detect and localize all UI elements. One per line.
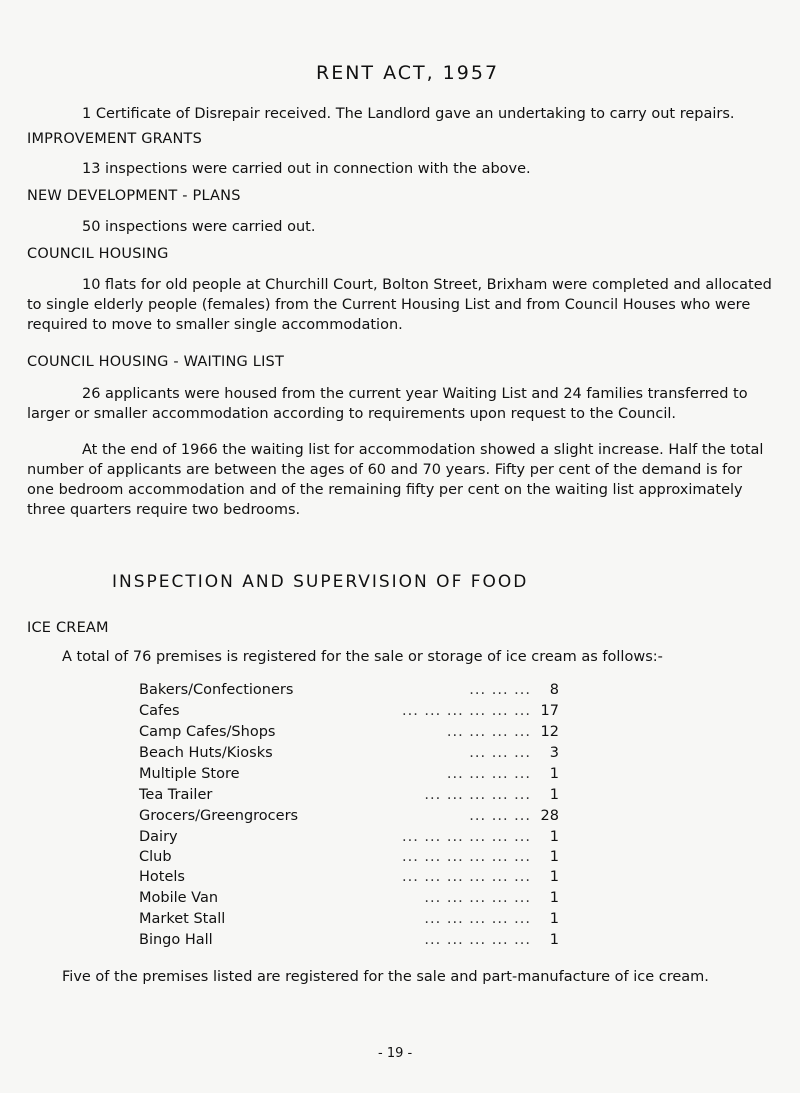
list-item bbox=[139, 911, 559, 931]
leader-dots: ... ... ... ... ... bbox=[424, 890, 531, 906]
leader-dots: ... ... ... bbox=[469, 808, 531, 824]
list-item bbox=[139, 932, 559, 952]
premises-count: 28 bbox=[540, 808, 559, 824]
premises-label: Bingo Hall bbox=[139, 932, 213, 948]
leader-dots: ... ... ... ... ... bbox=[424, 911, 531, 927]
ice-cream-heading: ICE CREAM bbox=[27, 620, 109, 636]
list-item bbox=[139, 766, 559, 786]
premises-label: Hotels bbox=[139, 869, 185, 885]
leader-dots: ... ... ... ... ... ... bbox=[401, 829, 531, 845]
rent-act-text: 1 Certificate of Disrepair received. The Landlord gave an undertaking to carry out repairs. bbox=[82, 106, 735, 122]
list-item bbox=[139, 703, 559, 723]
improvement-text: 13 inspections were carried out in connection with the above. bbox=[82, 161, 531, 177]
premises-count: 1 bbox=[549, 932, 559, 948]
premises-label: Market Stall bbox=[139, 911, 226, 927]
waiting-list-text-1: 26 applicants were housed from the current year Waiting List and 24 families transferred to larger or smaller accommodation according to requirements upon request to the Council. bbox=[27, 386, 748, 422]
premises-count: 1 bbox=[549, 849, 559, 865]
list-item bbox=[139, 890, 559, 910]
list-item bbox=[139, 849, 559, 869]
leader-dots: ... ... ... ... bbox=[446, 766, 531, 782]
premises-label: Multiple Store bbox=[139, 766, 240, 782]
leader-dots: ... ... ... bbox=[469, 682, 531, 698]
improvement-heading: IMPROVEMENT GRANTS bbox=[27, 131, 202, 147]
premises-count: 17 bbox=[540, 703, 559, 719]
list-item bbox=[139, 682, 559, 702]
new-development-text: 50 inspections were carried out. bbox=[82, 219, 316, 235]
ice-cream-footer: Five of the premises listed are registered for the sale and part-manufacture of ice cream. bbox=[62, 969, 709, 985]
council-housing-text: 10 flats for old people at Churchill Court, Bolton Street, Brixham were completed and allocated to single elderly people (females) from the Current Housing List and from Council Houses who were required to move to smaller single accommodation. bbox=[27, 277, 772, 333]
premises-label: Tea Trailer bbox=[139, 787, 213, 803]
premises-count: 1 bbox=[549, 869, 559, 885]
premises-count: 1 bbox=[549, 890, 559, 906]
premises-label: Camp Cafes/Shops bbox=[139, 724, 276, 740]
ice-cream-intro: A total of 76 premises is registered for the sale or storage of ice cream as follows:- bbox=[62, 649, 663, 665]
premises-count: 1 bbox=[549, 787, 559, 803]
list-item bbox=[139, 829, 559, 849]
list-item bbox=[139, 808, 559, 828]
premises-label: Mobile Van bbox=[139, 890, 219, 906]
page-number: - 19 - bbox=[378, 1046, 413, 1061]
premises-count: 3 bbox=[549, 745, 559, 761]
council-housing-heading: COUNCIL HOUSING bbox=[27, 246, 169, 262]
new-development-heading: NEW DEVELOPMENT - PLANS bbox=[27, 188, 241, 204]
premises-label: Bakers/Confectioners bbox=[139, 682, 294, 698]
premises-label: Grocers/Greengrocers bbox=[139, 808, 299, 824]
premises-count: 8 bbox=[549, 682, 559, 698]
list-item bbox=[139, 724, 559, 744]
premises-count: 1 bbox=[549, 766, 559, 782]
leader-dots: ... ... ... ... ... ... bbox=[401, 869, 531, 885]
premises-label: Dairy bbox=[139, 829, 178, 845]
leader-dots: ... ... ... ... ... ... bbox=[401, 849, 531, 865]
leader-dots: ... ... ... ... ... bbox=[424, 932, 531, 948]
list-item bbox=[139, 869, 559, 889]
leader-dots: ... ... ... ... bbox=[446, 724, 531, 740]
premises-count: 1 bbox=[549, 911, 559, 927]
leader-dots: ... ... ... bbox=[469, 745, 531, 761]
waiting-list-heading: COUNCIL HOUSING - WAITING LIST bbox=[27, 354, 285, 370]
premises-label: Cafes bbox=[139, 703, 180, 719]
page-title: RENT ACT, 1957 bbox=[316, 62, 500, 84]
premises-label: Beach Huts/Kiosks bbox=[139, 745, 273, 761]
leader-dots: ... ... ... ... ... bbox=[424, 787, 531, 803]
food-section-title: INSPECTION AND SUPERVISION OF FOOD bbox=[112, 572, 529, 592]
premises-label: Club bbox=[139, 849, 172, 865]
leader-dots: ... ... ... ... ... ... bbox=[401, 703, 531, 719]
list-item bbox=[139, 787, 559, 807]
premises-count: 1 bbox=[549, 829, 559, 845]
waiting-list-text-2: At the end of 1966 the waiting list for accommodation showed a slight increase. Half the total number of applicants are between the ages of 60 and 70 years. Fifty per cent of the demand is for one bedroom accommodation and of the remaining fifty per cent on the waiting list approximately three quarters require two bedrooms. bbox=[27, 442, 764, 518]
premises-count: 12 bbox=[540, 724, 559, 740]
list-item bbox=[139, 745, 559, 765]
